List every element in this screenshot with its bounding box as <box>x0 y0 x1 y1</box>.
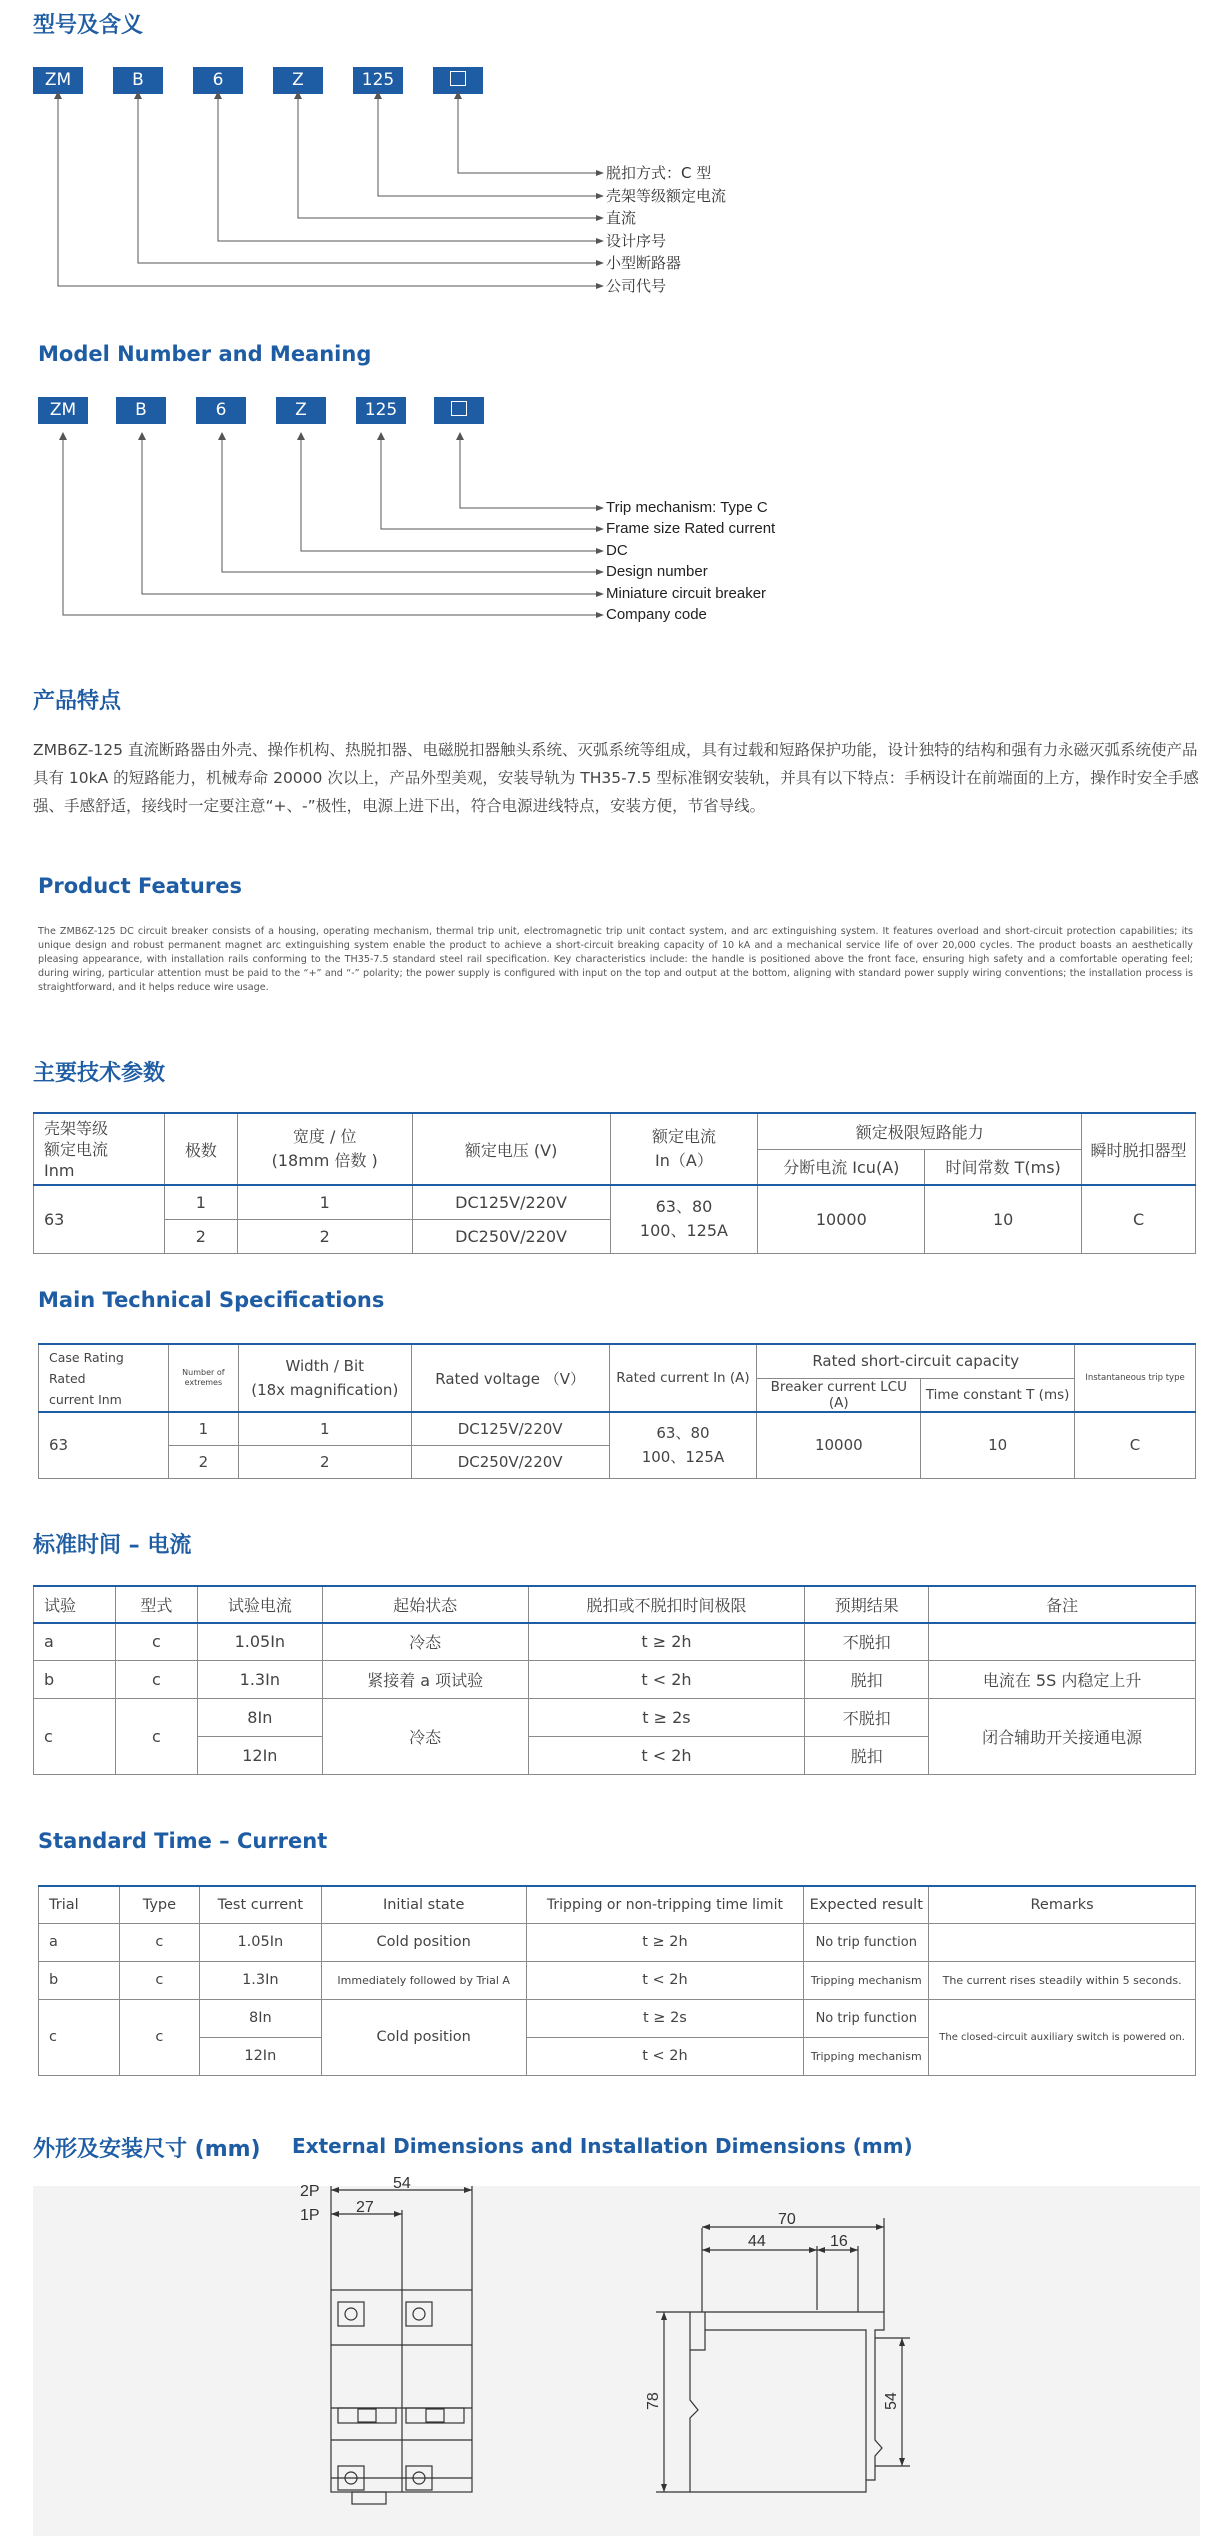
model-label-company-en: Company code <box>606 606 707 623</box>
spec-cn-width-2: 2 <box>237 1219 412 1253</box>
time-cn-b-trial: b <box>34 1660 116 1698</box>
spec-cn-h-frame: 壳架等级 额定电流 Inm <box>34 1113 165 1185</box>
time-en-b-result: Tripping mechanism <box>804 1961 929 1999</box>
time-cn-a-result: 不脱扣 <box>805 1623 929 1660</box>
time-en-b-type: c <box>119 1961 199 1999</box>
spec-en-h-capacity: Rated short-circuit capacity <box>757 1344 1075 1378</box>
time-cn-b-limit: t < 2h <box>528 1660 805 1698</box>
time-cn-c2-current: 12In <box>197 1736 322 1774</box>
code-box-design: 6 <box>193 67 243 94</box>
spec-en-voltage-1: DC125V/220V <box>411 1412 609 1445</box>
spec-en-trip: C <box>1075 1412 1196 1478</box>
time-en-c2-current: 12In <box>199 2037 321 2075</box>
model-label-company: 公司代号 <box>606 277 667 295</box>
spec-cn-h-poles: 极数 <box>164 1113 237 1185</box>
time-en-h-limit: Tripping or non-tripping time limit <box>526 1886 804 1923</box>
model-label-frame-en: Frame size Rated current <box>606 520 776 537</box>
time-cn-c-type: c <box>115 1698 197 1774</box>
time-cn-h-state: 起始状态 <box>322 1586 528 1623</box>
time-cn-a-limit: t ≥ 2h <box>528 1623 805 1660</box>
empty-square-icon <box>450 71 466 86</box>
spec-en-h-poles: Number of extremes <box>168 1344 238 1412</box>
time-cn-a-type: c <box>115 1623 197 1660</box>
time-cn-b-result: 脱扣 <box>805 1660 929 1698</box>
time-cn-title: 标准时间 – 电流 <box>33 1533 192 1558</box>
time-en-c1-current: 8In <box>199 1999 321 2037</box>
spec-cn-poles-1: 1 <box>164 1185 237 1219</box>
model-label-design-en: Design number <box>606 563 708 580</box>
spec-cn-poles-2: 2 <box>164 1219 237 1253</box>
spec-en-poles-1: 1 <box>168 1412 238 1445</box>
code-box-dc-en: Z <box>276 397 326 424</box>
spec-cn-width-1: 1 <box>237 1185 412 1219</box>
code-box-trip <box>433 67 483 94</box>
dims-title-en: External Dimensions and Installation Dimensions (mm) <box>292 2134 913 2158</box>
spec-en-voltage-2: DC250V/220V <box>411 1445 609 1478</box>
spec-cn-breaking: 10000 <box>758 1185 925 1253</box>
time-cn-c1-limit: t ≥ 2s <box>528 1698 805 1736</box>
spec-en-width-2: 2 <box>238 1445 411 1478</box>
time-en-c1-limit: t ≥ 2s <box>526 1999 804 2037</box>
model-label-design: 设计序号 <box>606 232 667 250</box>
time-en-b-limit: t < 2h <box>526 1961 804 1999</box>
model-label-dc-en: DC <box>606 542 628 559</box>
time-cn-h-limit: 脱扣或不脱扣时间极限 <box>528 1586 805 1623</box>
spec-cn-h-width: 宽度 / 位 (18mm 倍数 ) <box>237 1113 412 1185</box>
time-en-c-type: c <box>119 1999 199 2075</box>
dimensions-panel <box>33 2186 1200 2536</box>
spec-cn-h-capacity: 额定极限短路能力 <box>758 1113 1082 1149</box>
dim-width-44: 44 <box>748 2233 766 2250</box>
model-label-frame: 壳架等级额定电流 <box>606 187 727 205</box>
time-en-a-result: No trip function <box>804 1923 929 1961</box>
time-en-a-current: 1.05In <box>199 1923 321 1961</box>
code-box-frame-en: 125 <box>356 397 406 424</box>
dims-title-cn: 外形及安装尺寸 (mm) <box>33 2137 261 2162</box>
spec-cn-h-voltage: 额定电压 (V) <box>412 1113 610 1185</box>
time-cn-b-remark: 电流在 5S 内稳定上升 <box>929 1660 1196 1698</box>
time-cn-a-state: 冷态 <box>322 1623 528 1660</box>
time-cn-c-state: 冷态 <box>322 1698 528 1774</box>
features-cn-title: 产品特点 <box>33 689 122 714</box>
spec-cn-h-timeconst: 时间常数 T(ms) <box>925 1149 1082 1185</box>
features-cn-text: ZMB6Z-125 直流断路器由外壳、操作机构、热脱扣器、电磁脱扣器触头系统、灭弧系统等组成，具有过载和短路保护功能，设计独特的结构和强有力永磁灭弧系统使产品具有 10kA 的短路能力，机械寿命 20000 次以上，产品外型美观，安装导轨为 TH35-7.5 型标准钢安装轨，并具有以下特点：手柄设计在前端面的上方，操作时安全手感强、手感舒适，接线时一定要注意“+、-”极性，电源上进下出，符合电源进线特点，安装方便，节省导线。 <box>33 741 1199 815</box>
time-cn-c1-current: 8In <box>197 1698 322 1736</box>
time-en-c-trial: c <box>39 1999 120 2075</box>
spec-en-width-1: 1 <box>238 1412 411 1445</box>
spec-cn-trip: C <box>1082 1185 1196 1253</box>
time-cn-c2-limit: t < 2h <box>528 1736 805 1774</box>
model-label-dc: 直流 <box>606 209 637 227</box>
model-label-miniature-en: Miniature circuit breaker <box>606 585 767 602</box>
spec-cn-h-trip: 瞬时脱扣器型 <box>1082 1113 1196 1185</box>
spec-en-current: 63、80 100、125A <box>609 1412 757 1478</box>
time-en-a-limit: t ≥ 2h <box>526 1923 804 1961</box>
spec-en-title: Main Technical Specifications <box>38 1288 385 1312</box>
model-en-title: Model Number and Meaning <box>38 342 372 366</box>
time-cn-h-type: 型式 <box>115 1586 197 1623</box>
time-en-h-state: Initial state <box>321 1886 526 1923</box>
spec-cn-table <box>33 1112 1196 1254</box>
spec-cn-h-current: 额定电流 In（A） <box>610 1113 758 1185</box>
code-box-company: ZM <box>33 67 83 94</box>
time-cn-a-remark <box>929 1623 1196 1660</box>
code-box-miniature: B <box>113 67 163 94</box>
time-cn-b-state: 紧接着 a 项试验 <box>322 1660 528 1698</box>
time-en-a-remark <box>929 1923 1196 1961</box>
time-en-a-state: Cold position <box>321 1923 526 1961</box>
spec-cn-current: 63、80 100、125A <box>610 1185 758 1253</box>
dim-width-27: 27 <box>356 2199 374 2216</box>
spec-cn-frame: 63 <box>34 1185 165 1253</box>
features-en-text: The ZMB6Z-125 DC circuit breaker consists of a housing, operating mechanism, thermal trip unit, electromagnetic trip unit contact system, and arc extinguishing system. It features overload and short-circuit protection capabilities; its unique design and robust permanent magnet arc extinguishing system enable the product to achieve a short-circuit breaking capacity of 10 kA and a mechanical service life of over 20,000 cycles. The product boasts an aesthetically pleasing appearance, with installation rails conforming to the TH35-7.5 standard steel rail specification. Key characteristics include: the handle is positioned above the front face, ensuring high safety and a comfortable operating feel; during wiring, particular attention must be paid to the “+” and “-” polarity; the power supply is configured with input on the top and output at the bottom, aligning with standard power supply wiring conventions; the installation process is straightforward, and it helps reduce wire usage. <box>38 926 1193 993</box>
spec-en-h-width: Width / Bit (18x magnification) <box>238 1344 411 1412</box>
spec-cn-timeconst: 10 <box>925 1185 1082 1253</box>
time-en-h-result: Expected result <box>804 1886 929 1923</box>
empty-square-icon <box>451 401 467 416</box>
time-en-table <box>38 1885 1196 2076</box>
time-en-b-state: Immediately followed by Trial A <box>321 1961 526 1999</box>
spec-cn-title: 主要技术参数 <box>33 1061 166 1086</box>
time-cn-h-result: 预期结果 <box>805 1586 929 1623</box>
spec-cn-voltage-2: DC250V/220V <box>412 1219 610 1253</box>
time-cn-c-trial: c <box>34 1698 116 1774</box>
time-cn-c1-result: 不脱扣 <box>805 1698 929 1736</box>
spec-en-h-timeconst: Time constant T (ms) <box>921 1378 1075 1412</box>
model-label-trip-en: Trip mechanism: Type C <box>606 499 768 516</box>
time-en-h-trial: Trial <box>39 1886 120 1923</box>
time-en-title: Standard Time – Current <box>38 1829 328 1853</box>
time-cn-b-current: 1.3In <box>197 1660 322 1698</box>
time-cn-h-trial: 试验 <box>34 1586 116 1623</box>
spec-en-h-trip: Instantaneous trip type <box>1075 1344 1196 1412</box>
time-en-b-remark: The current rises steadily within 5 seconds. <box>929 1961 1196 1999</box>
dim-width-16: 16 <box>830 2233 848 2250</box>
code-box-design-en: 6 <box>196 397 246 424</box>
time-cn-h-remark: 备注 <box>929 1586 1196 1623</box>
spec-en-breaking: 10000 <box>757 1412 921 1478</box>
dim-width-54: 54 <box>393 2175 411 2192</box>
spec-en-timeconst: 10 <box>921 1412 1075 1478</box>
code-box-trip-en <box>434 397 484 424</box>
time-en-c-remark: The closed-circuit auxiliary switch is powered on. <box>929 1999 1196 2075</box>
time-en-h-type: Type <box>119 1886 199 1923</box>
time-en-b-current: 1.3In <box>199 1961 321 1999</box>
dim-height-54: 54 <box>883 2392 900 2410</box>
dim-height-78: 78 <box>645 2392 662 2410</box>
code-box-dc: Z <box>273 67 323 94</box>
spec-en-table <box>38 1343 1196 1479</box>
time-en-h-remark: Remarks <box>929 1886 1196 1923</box>
spec-cn-voltage-1: DC125V/220V <box>412 1185 610 1219</box>
dim-label-2p: 2P <box>300 2183 320 2200</box>
model-label-miniature: 小型断路器 <box>606 254 682 272</box>
time-en-c2-result: Tripping mechanism <box>804 2037 929 2075</box>
time-cn-c2-result: 脱扣 <box>805 1736 929 1774</box>
spec-en-frame: 63 <box>39 1412 169 1478</box>
time-cn-b-type: c <box>115 1660 197 1698</box>
time-en-c1-result: No trip function <box>804 1999 929 2037</box>
time-cn-a-trial: a <box>34 1623 116 1660</box>
time-cn-h-current: 试验电流 <box>197 1586 322 1623</box>
model-cn-title: 型号及含义 <box>33 13 144 38</box>
dim-width-70: 70 <box>778 2211 796 2228</box>
time-en-c2-limit: t < 2h <box>526 2037 804 2075</box>
spec-en-h-voltage: Rated voltage （V） <box>411 1344 609 1412</box>
dim-label-1p: 1P <box>300 2207 320 2224</box>
spec-en-poles-2: 2 <box>168 1445 238 1478</box>
time-en-a-type: c <box>119 1923 199 1961</box>
spec-en-h-breaking: Breaker current LCU (A) <box>757 1378 921 1412</box>
spec-cn-h-breaking: 分断电流 Icu(A) <box>758 1149 925 1185</box>
time-cn-table <box>33 1585 1196 1775</box>
time-en-h-current: Test current <box>199 1886 321 1923</box>
time-cn-a-current: 1.05In <box>197 1623 322 1660</box>
spec-en-h-current: Rated current In (A) <box>609 1344 757 1412</box>
code-box-miniature-en: B <box>116 397 166 424</box>
model-label-trip: 脱扣方式：C 型 <box>606 164 712 182</box>
code-box-frame: 125 <box>353 67 403 94</box>
time-en-c-state: Cold position <box>321 1999 526 2075</box>
features-en-title: Product Features <box>38 874 242 898</box>
time-en-b-trial: b <box>39 1961 120 1999</box>
spec-en-h-frame: Case Rating Rated current Inm <box>39 1344 169 1412</box>
code-box-company-en: ZM <box>38 397 88 424</box>
time-en-a-trial: a <box>39 1923 120 1961</box>
time-cn-c-remark: 闭合辅助开关接通电源 <box>929 1698 1196 1774</box>
